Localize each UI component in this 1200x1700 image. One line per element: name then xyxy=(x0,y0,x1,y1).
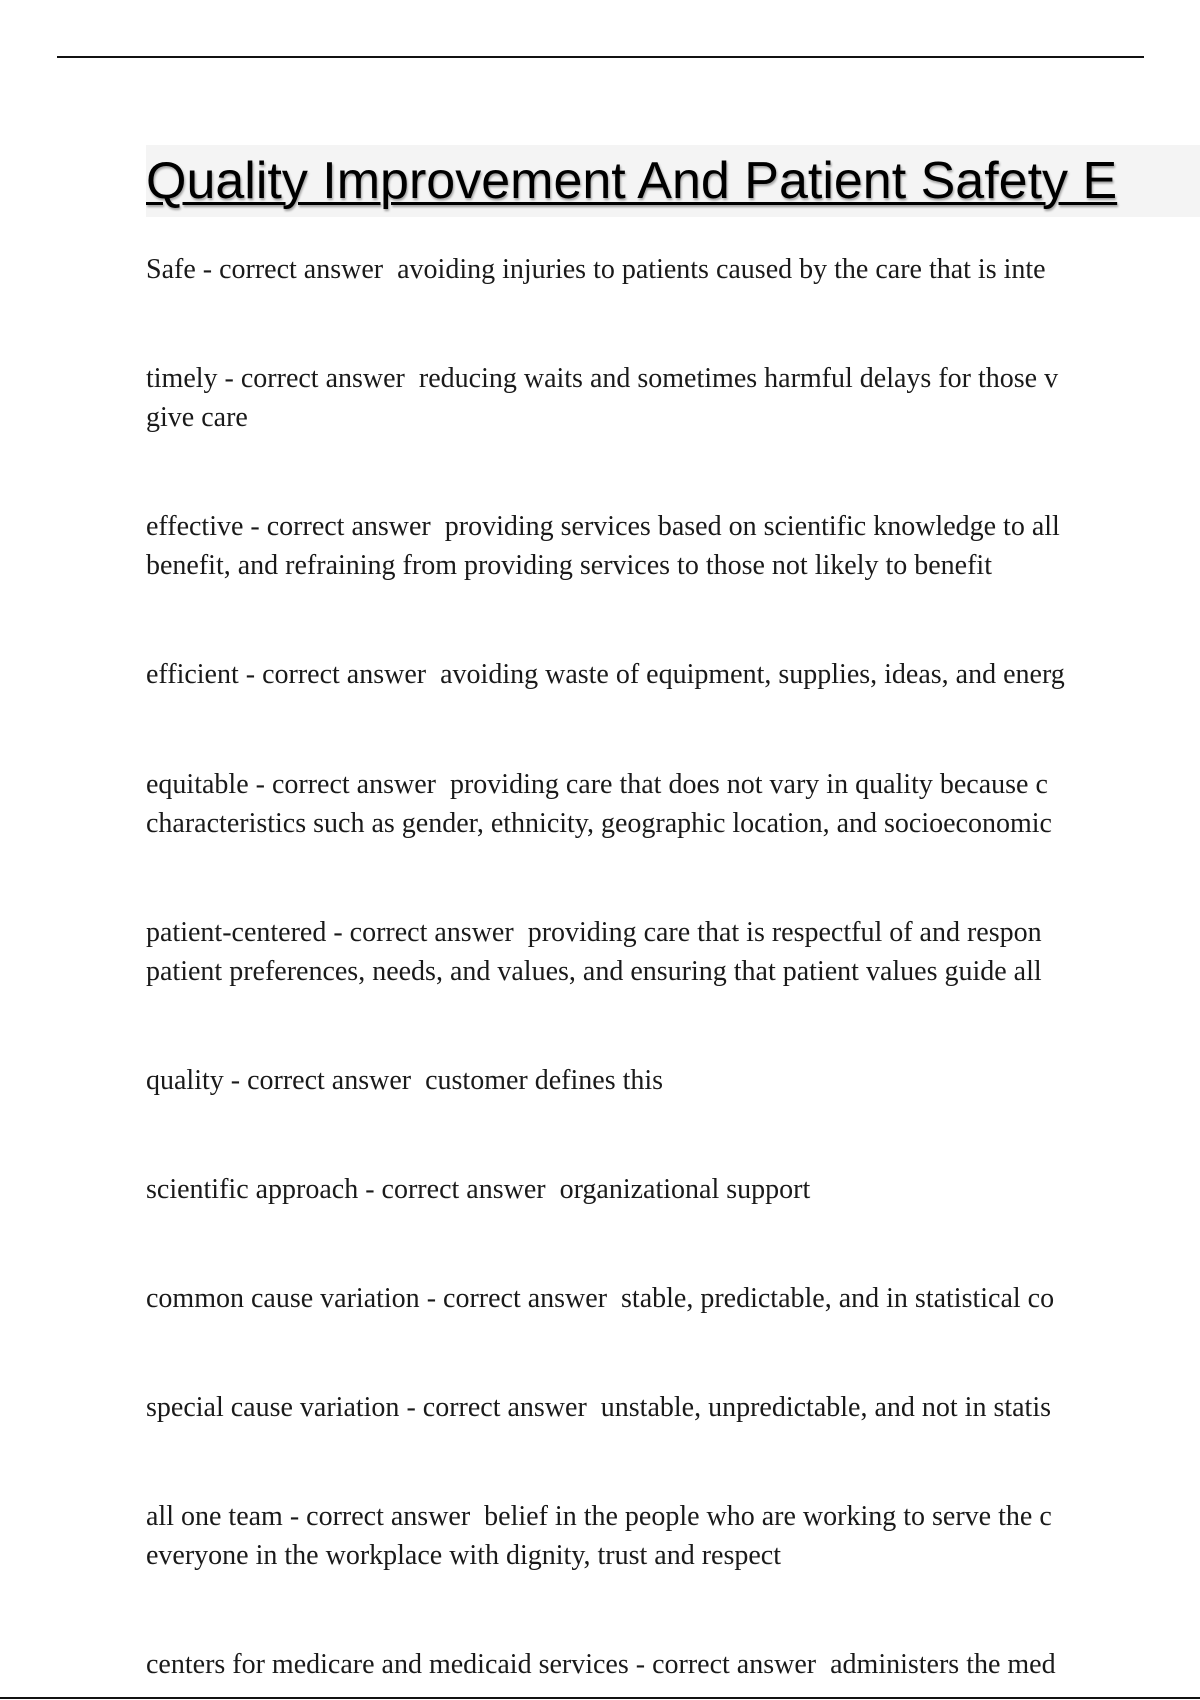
entry-definition-continued: patient preferences, needs, and values, and ensuring that patient values guide all xyxy=(146,956,1042,987)
document-page xyxy=(146,145,1200,1700)
entry-definition: avoiding injuries to patients caused by the care that is inte xyxy=(397,254,1046,285)
list-item xyxy=(146,1279,1200,1318)
entry-term: patient-centered xyxy=(146,917,327,948)
entry-line xyxy=(146,765,1200,804)
entry-definition: administers the med xyxy=(830,1649,1056,1680)
entry-line xyxy=(146,1497,1200,1536)
list-item xyxy=(146,359,1200,437)
entry-term: Safe xyxy=(146,254,196,285)
top-divider xyxy=(57,56,1144,58)
entry-line xyxy=(146,1279,1200,1318)
list-item xyxy=(146,1497,1200,1575)
entry-separator: - correct answer xyxy=(399,1392,601,1423)
entry-definition: stable, predictable, and in statistical co xyxy=(621,1283,1055,1314)
list-item xyxy=(146,507,1200,585)
entry-separator: - correct answer xyxy=(217,363,419,394)
entry-line xyxy=(146,1170,1200,1209)
entry-term: all one team xyxy=(146,1501,283,1532)
entry-definition: unstable, unpredictable, and not in statis xyxy=(600,1392,1052,1423)
entry-term: timely xyxy=(146,363,218,394)
entry-separator: - correct answer xyxy=(243,511,445,542)
entry-definition-continued: everyone in the workplace with dignity, trust and respect xyxy=(146,1540,781,1571)
entry-separator: - correct answer xyxy=(282,1501,485,1532)
entry-line xyxy=(146,913,1200,952)
entry-separator: - correct answer xyxy=(195,254,398,285)
entry-line xyxy=(146,1645,1200,1684)
entry-term: scientific approach xyxy=(146,1174,359,1205)
entry-line xyxy=(146,359,1200,398)
entry-term: special cause variation xyxy=(146,1392,400,1423)
entry-line xyxy=(146,655,1200,694)
entry-separator: - correct answer xyxy=(628,1649,831,1680)
entry-definition: belief in the people who are working to serve the c xyxy=(484,1501,1052,1532)
entry-line xyxy=(146,1061,1200,1100)
bottom-divider xyxy=(0,1697,1200,1699)
entry-separator: - correct answer xyxy=(419,1283,622,1314)
flashcard-list xyxy=(146,250,1200,1684)
entry-definition: providing services based on scientific knowledge to all xyxy=(444,511,1060,542)
entry-term: centers for medicare and medicaid services xyxy=(146,1649,629,1680)
entry-term: efficient xyxy=(146,659,239,690)
entry-definition: avoiding waste of equipment, supplies, ideas, and energ xyxy=(440,659,1065,690)
list-item xyxy=(146,655,1200,694)
entry-definition: providing care that is respectful of and respon xyxy=(527,917,1042,948)
entry-separator: - correct answer xyxy=(238,659,441,690)
list-item xyxy=(146,1061,1200,1100)
list-item xyxy=(146,765,1200,843)
entry-line xyxy=(146,250,1200,289)
entry-term: equitable xyxy=(146,769,249,800)
entry-separator: - correct answer xyxy=(248,769,450,800)
document-title: Quality Improvement And Patient Safety E xyxy=(146,152,1118,210)
list-item xyxy=(146,1170,1200,1209)
entry-definition: organizational support xyxy=(559,1174,811,1205)
title-banner xyxy=(146,145,1200,217)
entry-definition-continued: benefit, and refraining from providing services to those not likely to benefit xyxy=(146,550,992,581)
entry-line xyxy=(146,1388,1200,1427)
entry-term: quality xyxy=(146,1065,224,1096)
entry-separator: - correct answer xyxy=(326,917,528,948)
entry-line xyxy=(146,507,1200,546)
entry-definition: customer defines this xyxy=(425,1065,664,1096)
entry-definition-continued: give care xyxy=(146,402,248,433)
list-item xyxy=(146,1388,1200,1427)
entry-term: common cause variation xyxy=(146,1283,420,1314)
entry-definition-continued: characteristics such as gender, ethnicity, geographic location, and socioeconomic xyxy=(146,808,1052,839)
list-item xyxy=(146,250,1200,289)
entry-term: effective xyxy=(146,511,244,542)
entry-definition: reducing waits and sometimes harmful delays for those v xyxy=(418,363,1059,394)
entry-definition: providing care that does not vary in quality because c xyxy=(449,769,1048,800)
entry-separator: - correct answer xyxy=(358,1174,560,1205)
list-item xyxy=(146,913,1200,991)
list-item xyxy=(146,1645,1200,1684)
entry-separator: - correct answer xyxy=(223,1065,426,1096)
